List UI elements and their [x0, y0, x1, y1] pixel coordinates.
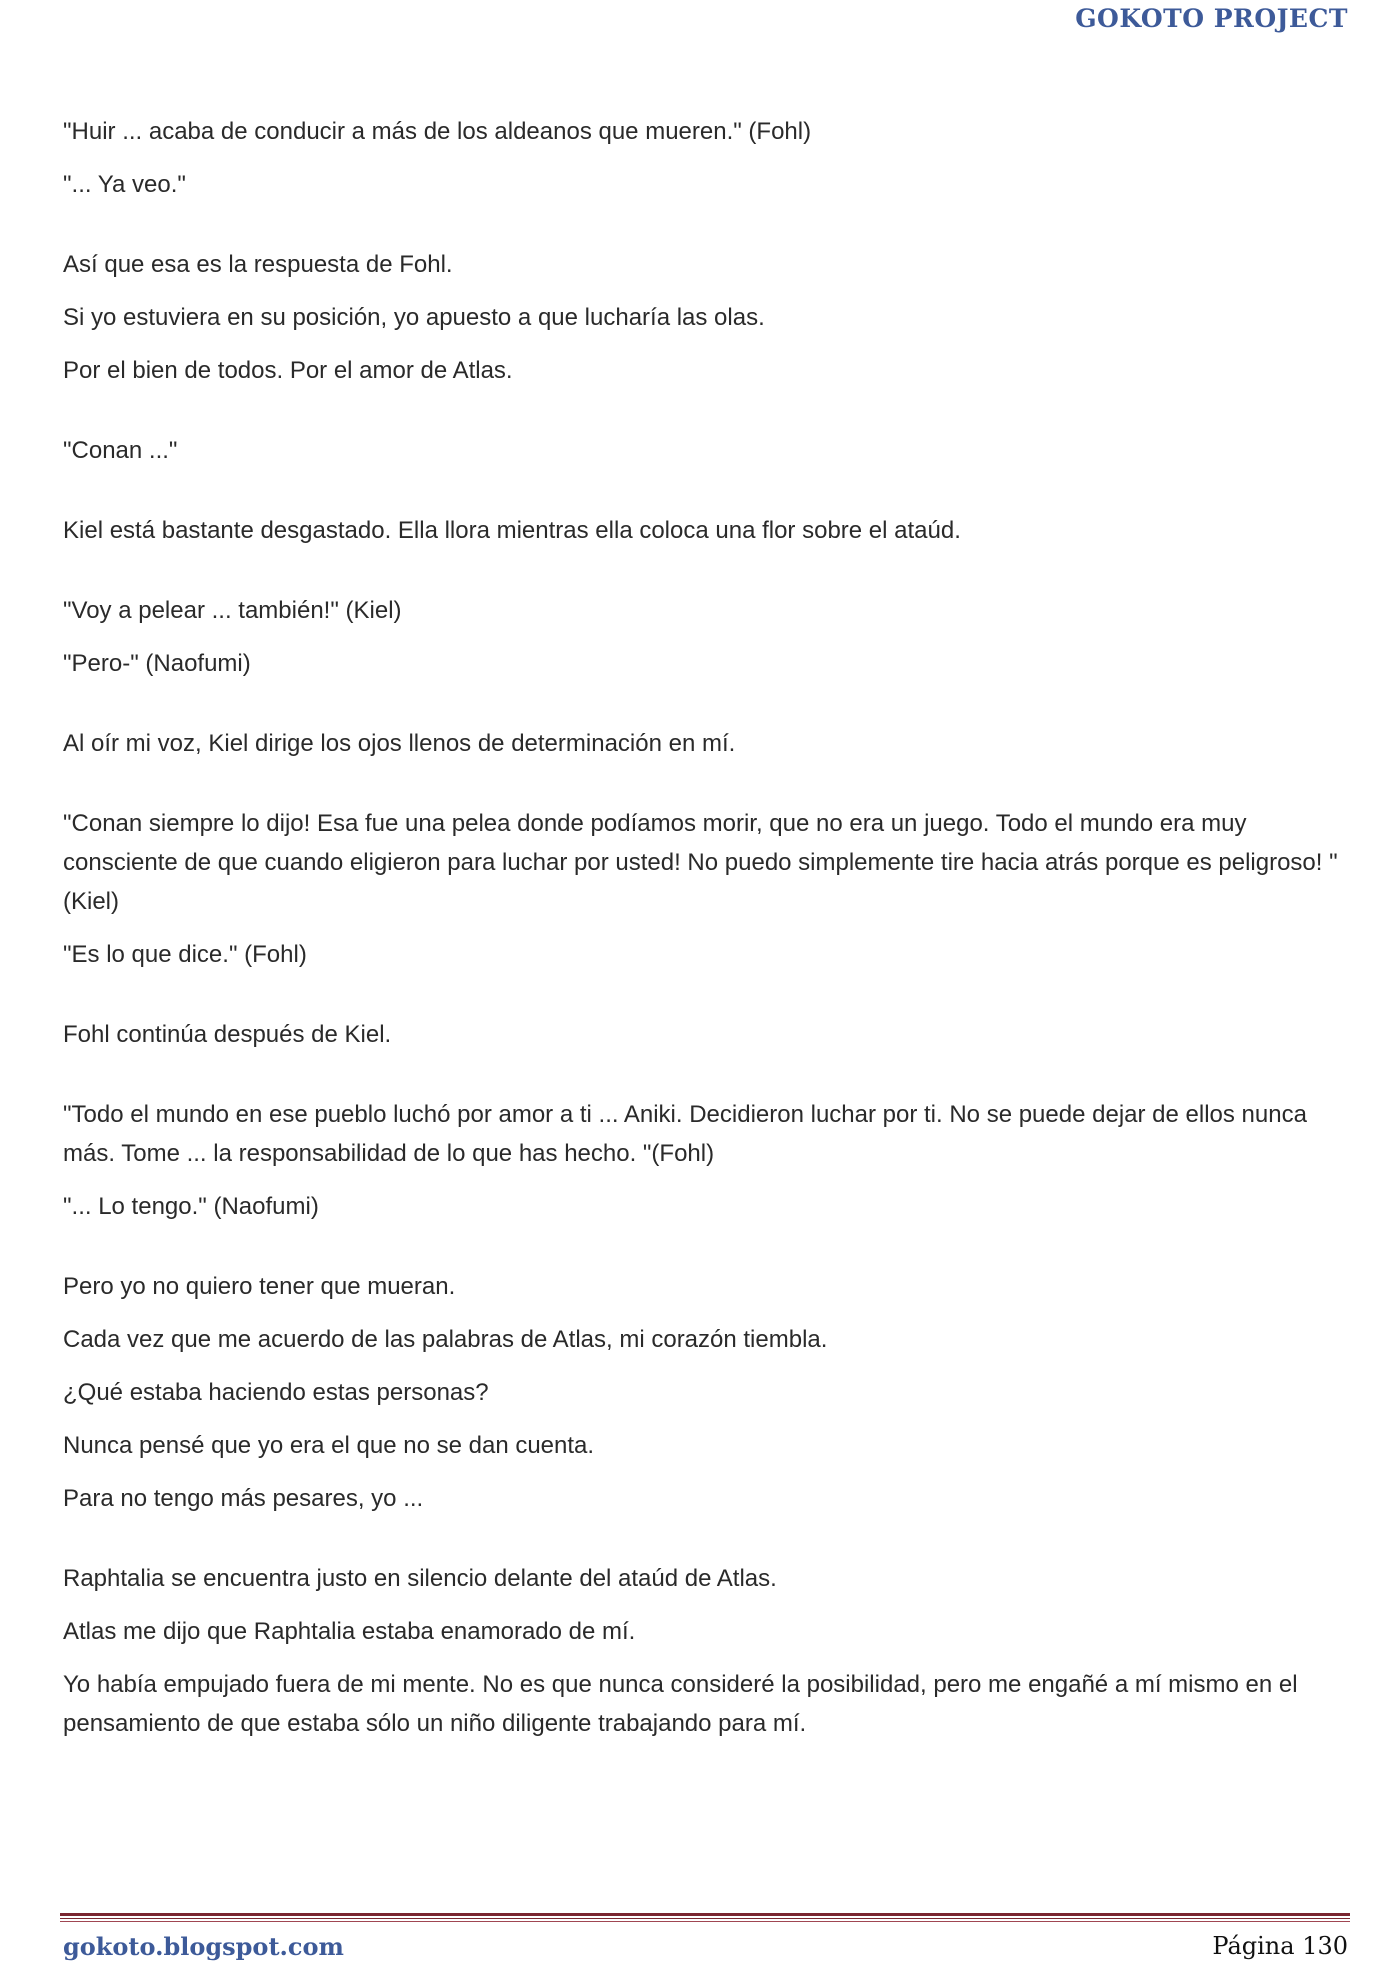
paragraph: Kiel está bastante desgastado. Ella llora mientras ella coloca una flor sobre el ataúd.	[63, 517, 961, 544]
paragraph: Pero yo no quiero tener que mueran.	[63, 1273, 456, 1300]
paragraph: "Es lo que dice." (Fohl)	[63, 941, 307, 968]
footer-divider	[60, 1921, 1350, 1922]
paragraph: Fohl continúa después de Kiel.	[63, 1021, 392, 1048]
paragraph: Para no tengo más pesares, yo ...	[63, 1485, 424, 1512]
paragraph: Nunca pensé que yo era el que no se dan cuenta.	[63, 1432, 595, 1459]
paragraph: "Pero-" (Naofumi)	[63, 650, 251, 677]
page-number: Página 130	[1212, 1932, 1348, 1960]
paragraph: Atlas me dijo que Raphtalia estaba enamorado de mí.	[63, 1618, 636, 1645]
paragraph: Así que esa es la respuesta de Fohl.	[63, 251, 453, 278]
footer-divider	[60, 1918, 1350, 1919]
paragraph: Yo había empujado fuera de mi mente. No es que nunca consideré la posibilidad, pero me engañé a mí mismo en el pensamiento de que estaba sólo un niño diligente trabajando para mí.	[63, 1671, 1298, 1737]
paragraph: ¿Qué estaba haciendo estas personas?	[63, 1379, 489, 1406]
paragraph: "Voy a pelear ... también!" (Kiel)	[63, 597, 402, 624]
header-brand: GOKOTO PROJECT	[1075, 4, 1348, 33]
paragraph: Si yo estuviera en su posición, yo apuesto a que lucharía las olas.	[63, 304, 765, 331]
paragraph: "... Lo tengo." (Naofumi)	[63, 1193, 319, 1220]
paragraph: Cada vez que me acuerdo de las palabras de Atlas, mi corazón tiembla.	[63, 1326, 828, 1353]
paragraph: "Conan ..."	[63, 437, 178, 464]
footer-site-link[interactable]: gokoto.blogspot.com	[63, 1932, 344, 1961]
document-body	[63, 112, 1353, 1757]
paragraph: "Huir ... acaba de conducir a más de los aldeanos que mueren." (Fohl)	[63, 118, 812, 145]
paragraph: Por el bien de todos. Por el amor de Atlas.	[63, 357, 513, 384]
paragraph: "Conan siempre lo dijo! Esa fue una pelea donde podíamos morir, que no era un juego. Todo el mundo era muy consciente de que cuando eligieron para luchar por usted! No puedo simplemente tire hacia atrás porque es peligroso! "(Kiel)	[63, 810, 1338, 915]
footer-divider	[60, 1913, 1350, 1916]
paragraph: Raphtalia se encuentra justo en silencio delante del ataúd de Atlas.	[63, 1565, 777, 1592]
paragraph: "Todo el mundo en ese pueblo luchó por amor a ti ... Aniki. Decidieron luchar por ti. No se puede dejar de ellos nunca más. Tome ... la responsabilidad de lo que has hecho. "(Fohl)	[63, 1101, 1307, 1167]
paragraph: "... Ya veo."	[63, 171, 186, 198]
paragraph: Al oír mi voz, Kiel dirige los ojos llenos de determinación en mí.	[63, 730, 736, 757]
